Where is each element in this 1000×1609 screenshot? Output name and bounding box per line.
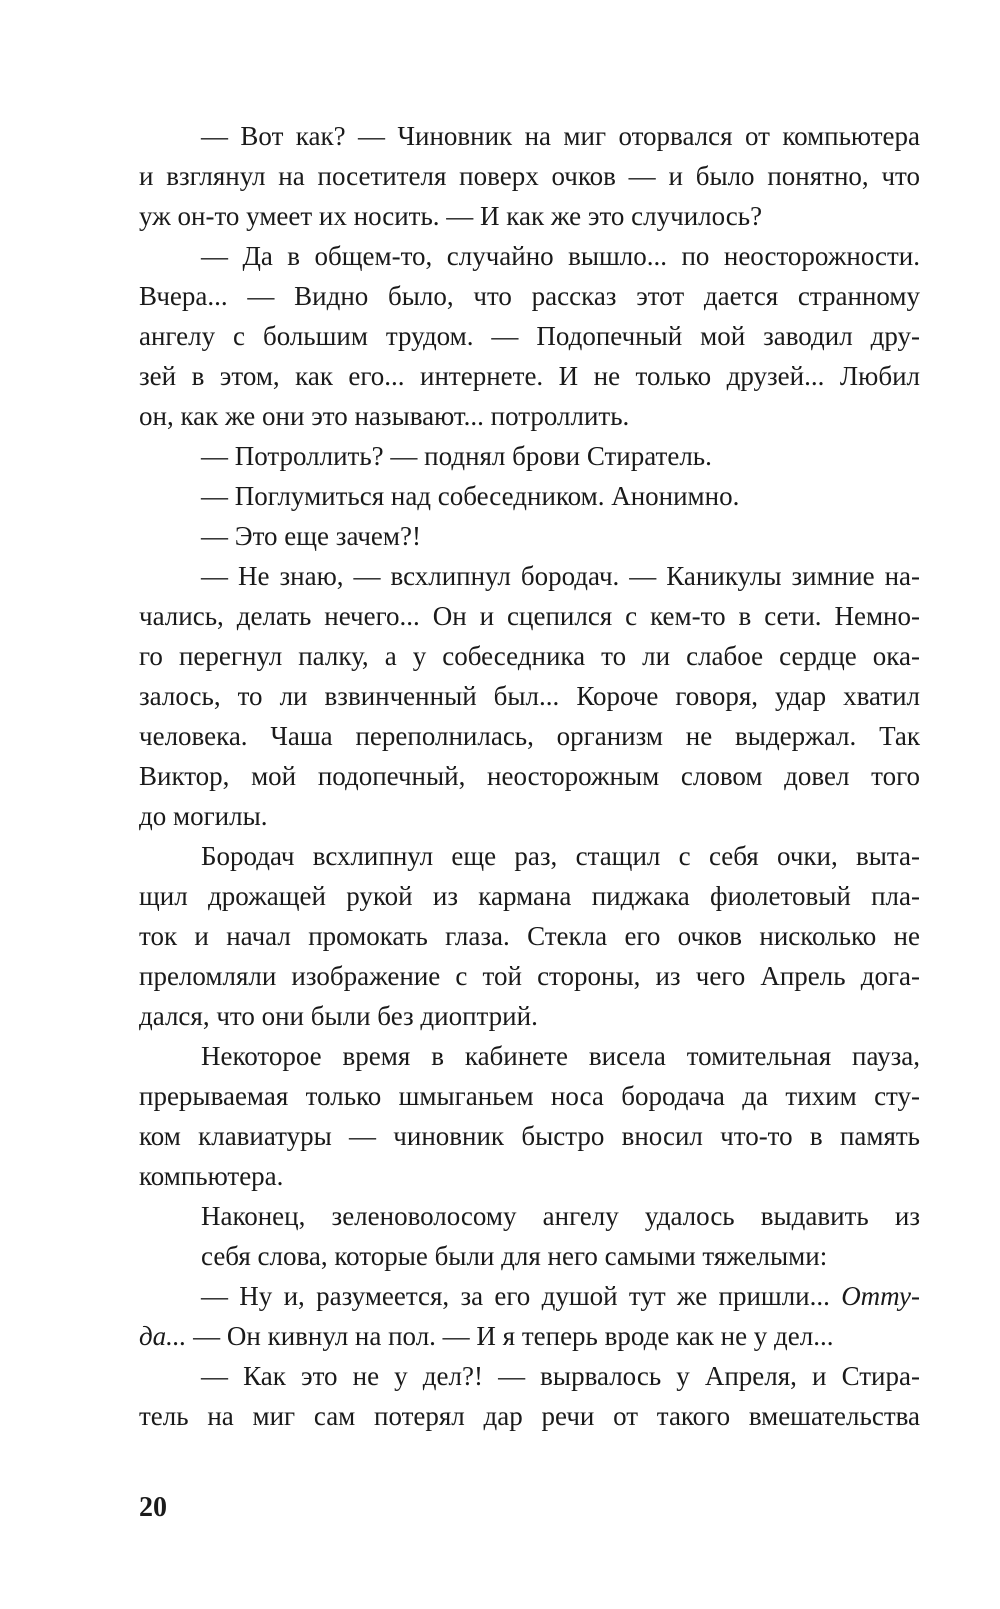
- text-line: ангелу с большим трудом. — Подопечный мой заводил дру-: [139, 321, 920, 351]
- text-line: го перегнул палку, а у собеседника то ли слабое сердце ока-: [139, 641, 920, 671]
- text-line: Наконец, зеленоволосому ангелу удалось выдавить из: [201, 1201, 920, 1231]
- text-line: — Вот как? — Чиновник на миг оторвался от компьютера: [201, 121, 920, 151]
- text-fragment: — Ну и, разумеется, за его душой тут же пришли...: [201, 1281, 830, 1311]
- text-line: залось, то ли взвинченный был... Короче говоря, удар хватил: [139, 681, 920, 711]
- text-line: дался, что они были без диоптрий.: [139, 1001, 538, 1031]
- text-fragment: — Он кивнул на пол. — И я теперь вроде как не у дел...: [193, 1321, 834, 1351]
- text-line: человека. Чаша переполнилась, организм не выдержал. Так: [139, 721, 920, 751]
- text-line: — Да в общем-то, случайно вышло... по неосторожности.: [201, 241, 920, 271]
- page-number: 20: [139, 1492, 167, 1523]
- text-line: тель на миг сам потерял дар речи от такого вмешательства: [139, 1401, 920, 1431]
- text-line: компьютера.: [139, 1161, 284, 1191]
- text-line: — Как это не у дел?! — вырвалось у Апреля, и Стира-: [201, 1361, 920, 1391]
- text-line: Виктор, мой подопечный, неосторожным словом довел того: [139, 761, 920, 791]
- text-line: Некоторое время в кабинете висела томительная пауза,: [201, 1041, 920, 1071]
- text-fragment-italic: да...: [139, 1321, 187, 1351]
- text-line: до могилы.: [139, 801, 268, 831]
- text-line: уж он-то умеет их носить. — И как же это случилось?: [139, 201, 763, 231]
- text-line: прерываемая только шмыганьем носа бородача да тихим сту-: [139, 1081, 920, 1111]
- text-line: — Потроллить? — поднял брови Стиратель.: [201, 441, 712, 471]
- text-line: ком клавиатуры — чиновник быстро вносил что-то в память: [139, 1121, 920, 1151]
- text-line: — Не знаю, — всхлипнул бородач. — Каникулы зимние на-: [201, 561, 920, 591]
- text-line: щил дрожащей рукой из кармана пиджака фиолетовый пла-: [139, 881, 920, 911]
- text-line: [139, 1276, 920, 1316]
- text-line: Вчера... — Видно было, что рассказ этот дается странному: [139, 281, 920, 311]
- text-line: — Это еще зачем?!: [201, 521, 421, 551]
- text-line: [139, 1316, 920, 1356]
- text-line: чались, делать нечего... Он и сцепился с кем-то в сети. Немно-: [139, 601, 920, 631]
- text-line: и взглянул на посетителя поверх очков — и было понятно, что: [139, 161, 920, 191]
- text-fragment-italic: Отту-: [841, 1281, 920, 1311]
- body-text: [139, 116, 920, 1436]
- text-line: ток и начал промокать глаза. Стекла его очков нисколько не: [139, 921, 920, 951]
- text-line: — Поглумиться над собеседником. Анонимно.: [201, 481, 740, 511]
- text-line: преломляли изображение с той стороны, из чего Апрель дога-: [139, 961, 920, 991]
- text-line: зей в этом, как его... интернете. И не только друзей... Любил: [139, 361, 920, 391]
- text-line: Бородач всхлипнул еще раз, стащил с себя очки, выта-: [201, 841, 920, 871]
- text-line: он, как же они это называют... потроллить.: [139, 401, 630, 431]
- text-line: себя слова, которые были для него самыми тяжелыми:: [201, 1241, 828, 1271]
